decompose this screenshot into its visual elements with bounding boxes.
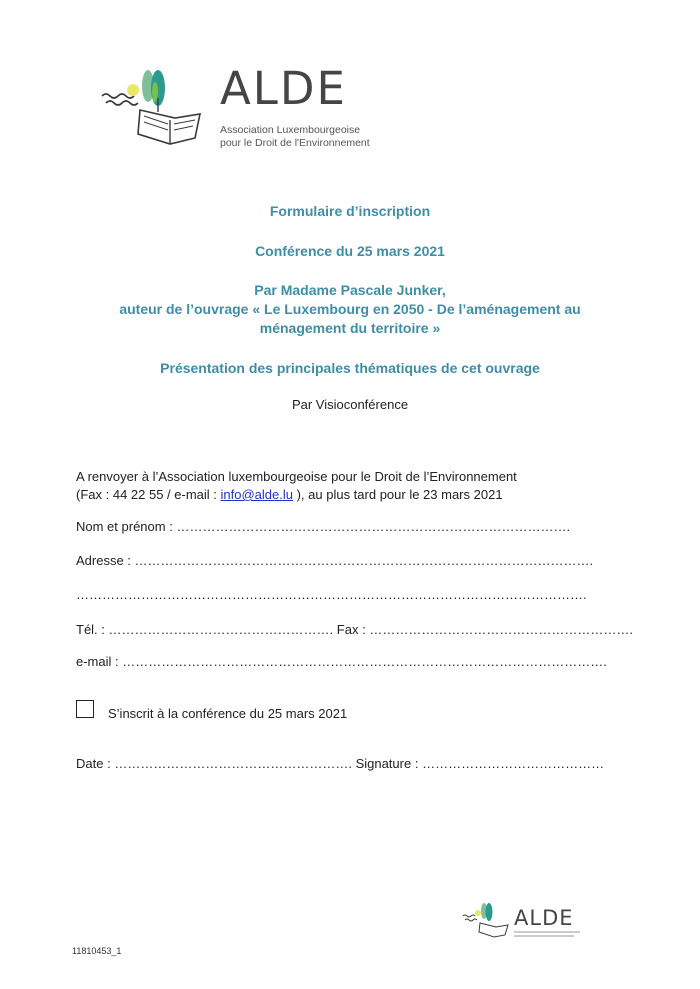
date-dots: ………………………………………………. bbox=[114, 756, 352, 771]
address-field[interactable] bbox=[76, 553, 593, 568]
book-title-line2: ménagement du territoire » bbox=[259, 320, 441, 336]
signature-label: Signature : bbox=[355, 756, 419, 771]
instructions-suffix: ), au plus tard pour le 23 mars 2021 bbox=[292, 487, 503, 502]
tel-dots: ……………………………………………. bbox=[108, 622, 334, 637]
name-dots: ………………………………………………………………………………. bbox=[176, 519, 571, 534]
tel-field[interactable] bbox=[76, 622, 337, 637]
signature-field[interactable] bbox=[356, 756, 605, 771]
email-dots: …………………………………………………………………………………………………. bbox=[122, 654, 607, 669]
email-field[interactable] bbox=[76, 654, 607, 669]
logo-subtitle-2: pour le Droit de l'Environnement bbox=[220, 137, 370, 149]
name-field[interactable] bbox=[76, 519, 570, 534]
footer-book-tree-icon bbox=[462, 902, 514, 938]
book-title-line1: auteur de l’ouvrage « Le Luxembourg en 2050 - De l’aménagement au bbox=[119, 301, 581, 317]
address-field-2[interactable] bbox=[76, 587, 587, 602]
logo-subtitle-1: Association Luxembourgeoise bbox=[220, 124, 361, 136]
conference-date: Conférence du 25 mars 2021 bbox=[255, 243, 445, 259]
mode: Par Visioconférence bbox=[291, 397, 409, 412]
form-title: Formulaire d’inscription bbox=[269, 203, 431, 219]
fax-field[interactable] bbox=[337, 622, 633, 637]
email-link[interactable]: info@alde.lu bbox=[220, 487, 293, 502]
date-field[interactable] bbox=[76, 756, 356, 771]
address-dots-2: ………………………………………………………………………………………………………. bbox=[76, 587, 587, 602]
address-dots: ……………………………………………………………………………………………. bbox=[134, 553, 594, 568]
footer-subtitle-line bbox=[514, 931, 580, 933]
instructions-line1: A renvoyer à l’Association luxembourgeoise pour le Droit de l’Environnement bbox=[76, 469, 517, 484]
name-label: Nom et prénom : bbox=[76, 519, 173, 534]
presentation: Présentation des principales thématiques de cet ouvrage bbox=[160, 360, 540, 376]
date-signature-row bbox=[76, 756, 604, 771]
logo-wordmark: ALDE bbox=[220, 62, 347, 115]
speaker: Par Madame Pascale Junker, bbox=[254, 282, 446, 298]
fax-label: Fax : bbox=[336, 622, 366, 637]
date-label: Date : bbox=[76, 756, 111, 771]
tel-fax-row bbox=[76, 622, 633, 637]
signature-dots: …………………………………… bbox=[422, 756, 605, 771]
address-label: Adresse : bbox=[76, 553, 131, 568]
instructions-line2 bbox=[76, 487, 503, 502]
instructions-prefix: (Fax : 44 22 55 / e-mail : bbox=[76, 487, 221, 502]
register-checkbox[interactable] bbox=[76, 700, 94, 718]
footer-subtitle-line-2 bbox=[514, 935, 574, 937]
tel-label: Tél. : bbox=[76, 622, 105, 637]
footer-wordmark: ALDE bbox=[514, 906, 574, 930]
checkbox-label: S’inscrit à la conférence du 25 mars 2021 bbox=[108, 706, 348, 721]
book-tree-icon bbox=[100, 68, 215, 148]
document-id: 11810453_1 bbox=[72, 946, 122, 956]
email-label: e-mail : bbox=[76, 654, 119, 669]
fax-dots: ……………………………………………………. bbox=[369, 622, 633, 637]
